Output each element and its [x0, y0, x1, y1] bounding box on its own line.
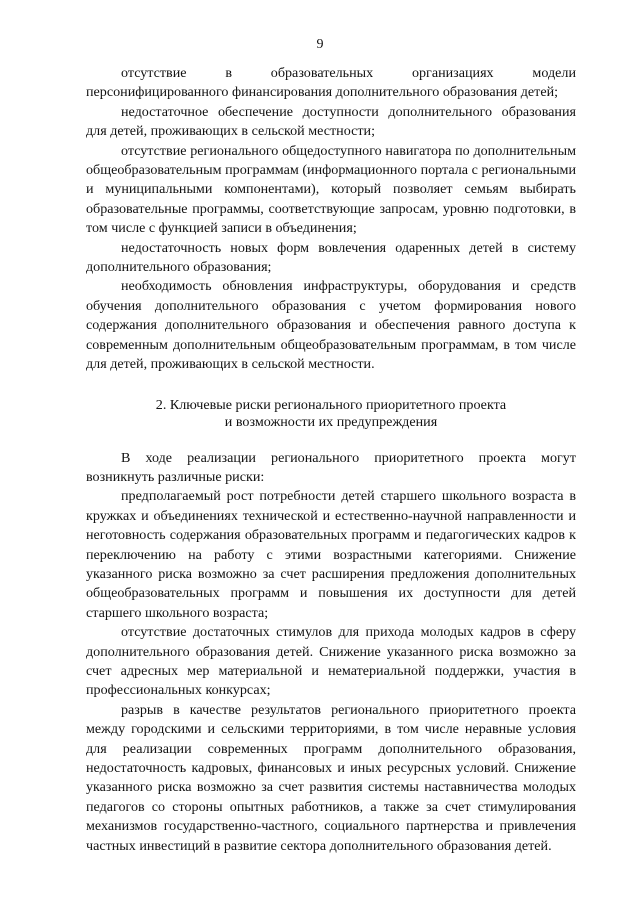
- paragraph: необходимость обновления инфраструктуры, оборудования и средств обучения дополнительного образования с учетом формирования нового содержания дополнительного образования и обеспечения равного доступа к современным дополнительным общеобразовательным программам, в том числе для детей, проживающих в сельской местности.: [86, 278, 576, 373]
- page-number: 9: [316, 37, 324, 52]
- paragraph: В ходе реализации регионального приоритетного проекта могут возникнуть различные риски:: [86, 449, 576, 485]
- section-heading-line: и возможности их предупреждения: [224, 413, 438, 430]
- paragraph: отсутствие достаточных стимулов для прихода молодых кадров в сферу дополнительного образования детей. Снижение указанного риска возможно за счет адресных мер материальной и нематериальной поддержки, участия в профессиональных конкурсах;: [86, 624, 576, 699]
- paragraph: недостаточность новых форм вовлечения одаренных детей в систему дополнительного образования;: [86, 239, 576, 276]
- paragraph: отсутствие регионального общедоступного навигатора по дополнительным общеобразовательным программам (информационного портала с региональными и муниципальными компонентами), который позволяет семьям выбирать образовательные программы, соответствующие запросам, уровню подготовки, в том числе с функцией записи в объединения;: [86, 142, 576, 237]
- document-body: [86, 64, 576, 856]
- paragraph: разрыв в качестве результатов регионального приоритетного проекта между городскими и сельскими территориями, в том числе неравные условия для реализации современных программ дополнительного образования, недостаточность кадровых, финансовых и иных ресурсных условий. Снижение указанного риска возможно за счет развития системы наставничества молодых педагогов со стороны опытных работников, а также за счет стимулирования механизмов государственно-частного, социального партнерства и привлечения частных инвестиций в развитие сектора дополнительного образования детей.: [86, 701, 576, 854]
- paragraph: отсутствие в образовательных организациях модели персонифицированного финансирования дополнительного образования детей;: [86, 65, 576, 101]
- section-heading: [86, 397, 576, 431]
- paragraph: предполагаемый рост потребности детей старшего школьного возраста в кружках и объединениях технической и естественно-научной направленности и неготовность содержания образовательных программ и педагогических кадров к переключению на работу с этими возрастными категориями. Снижение указанного риска возможно за счет расширения предложения дополнительных общеобразовательных программ и повышения их доступности для детей старшего школьного возраста;: [86, 488, 576, 621]
- paragraph: недостаточное обеспечение доступности дополнительного образования для детей, проживающих в сельской местности;: [86, 103, 576, 140]
- section-heading-line: 2. Ключевые риски регионального приоритетного проекта: [155, 396, 507, 413]
